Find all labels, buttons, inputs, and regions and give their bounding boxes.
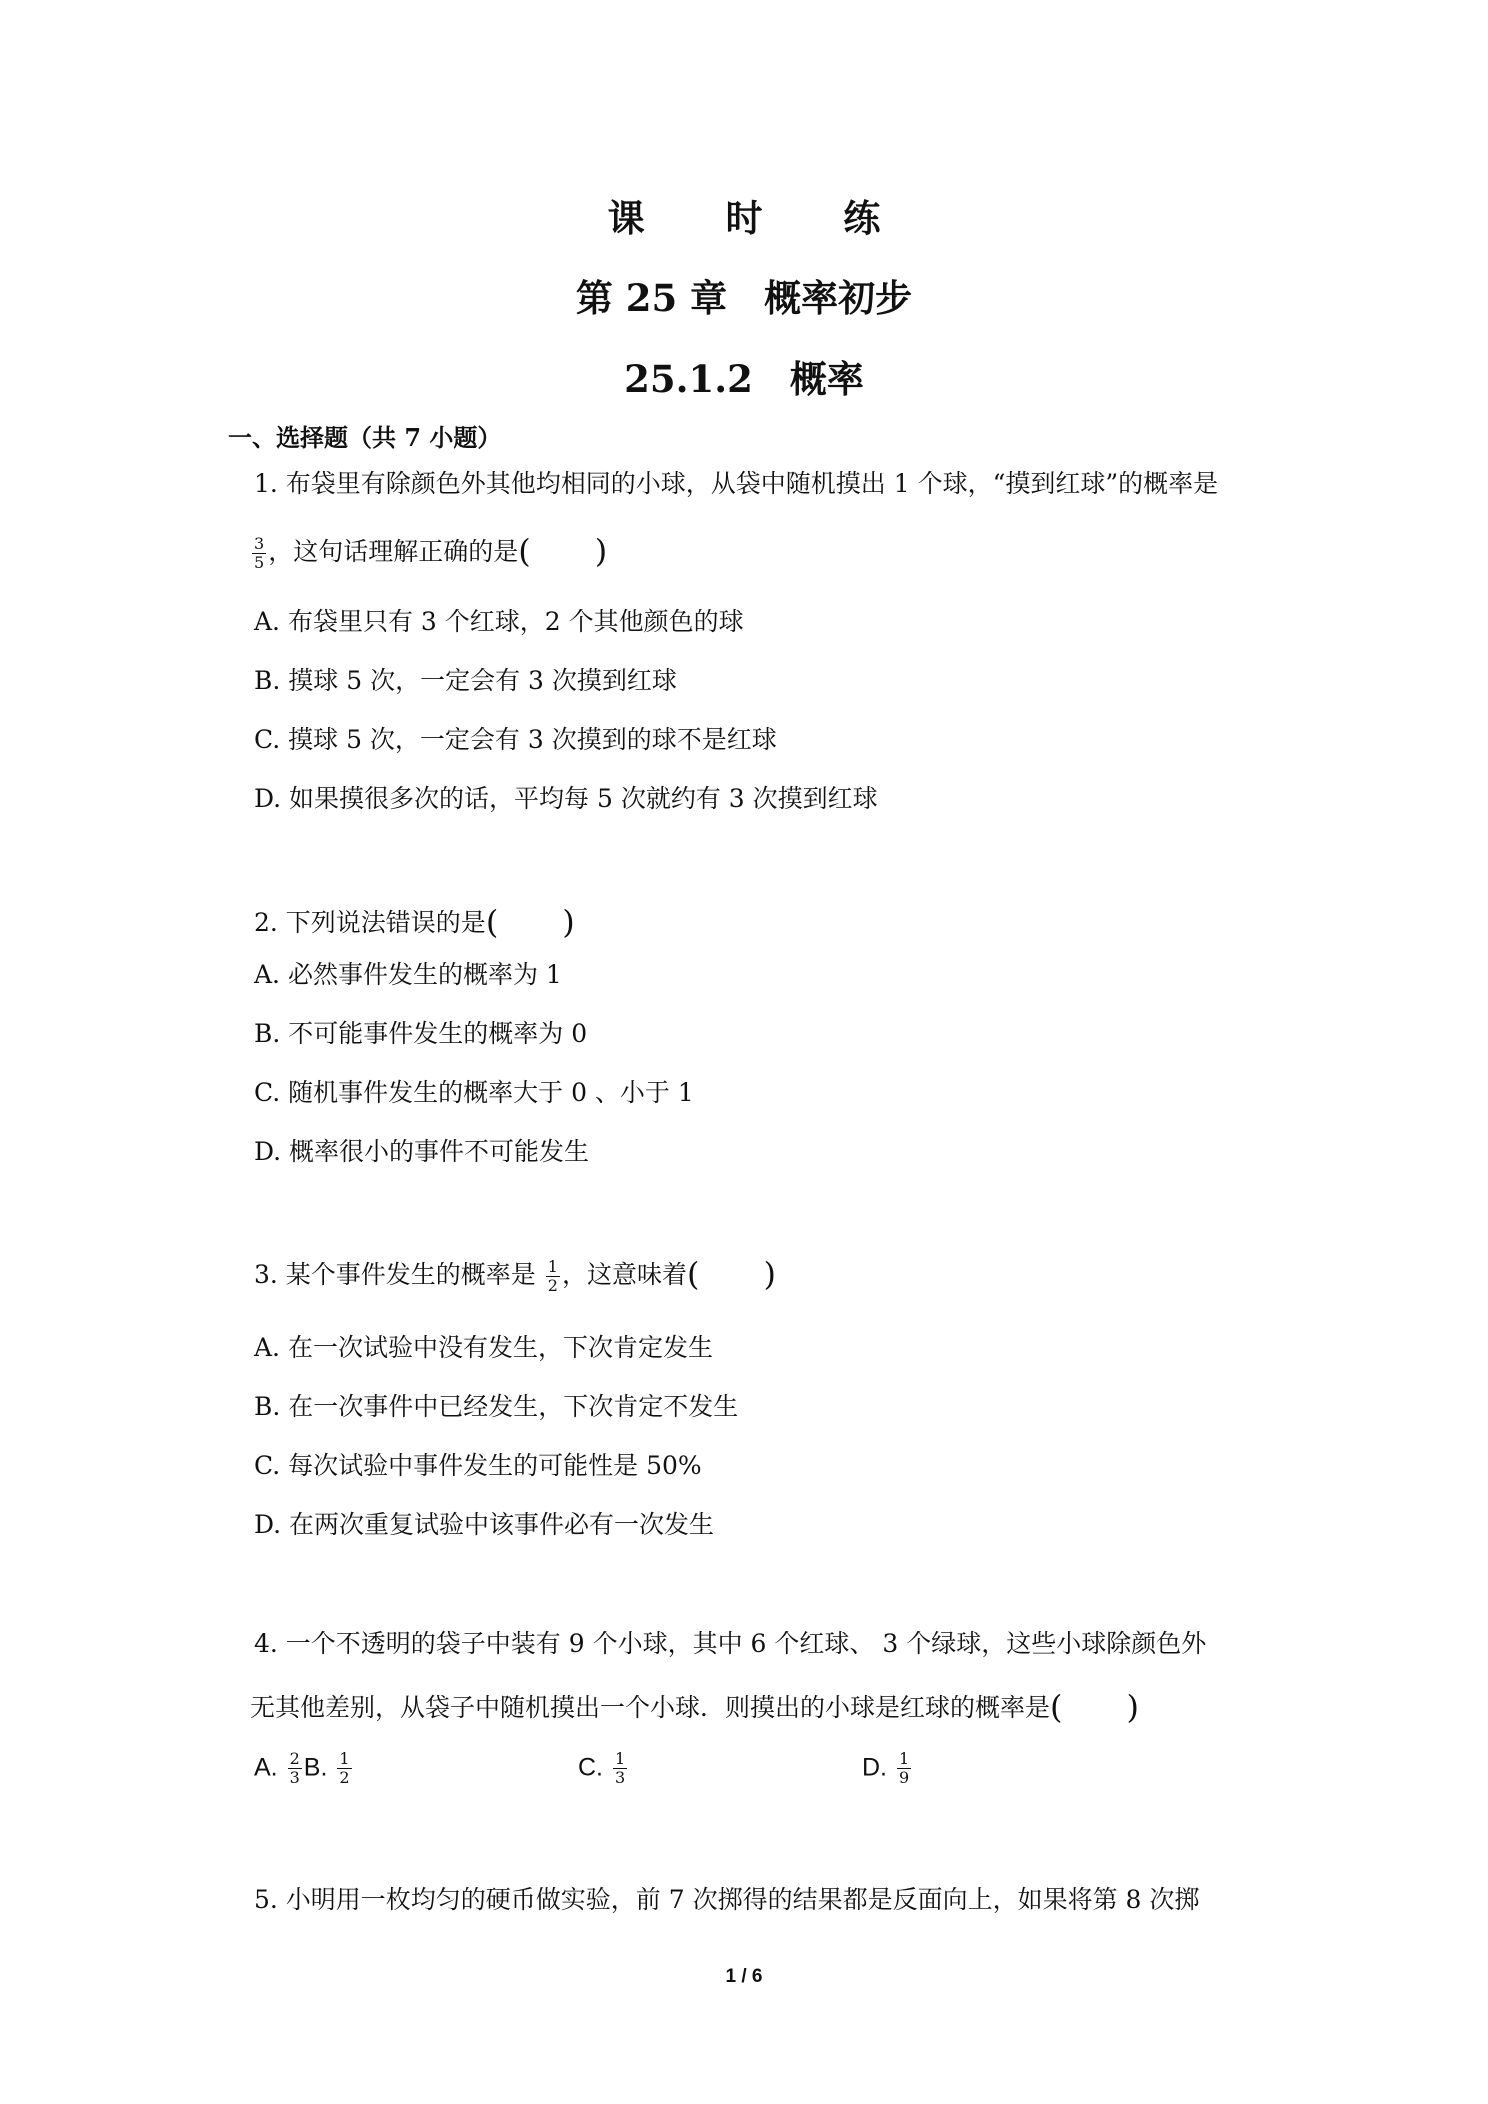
question-4-option-c: C. $\frac{1}{3}$ <box>578 1749 626 1788</box>
question-2-option-d: D. 概率很小的事件不可能发生 <box>254 1137 590 1166</box>
answer-blank: ( ) <box>686 1255 776 1293</box>
question-1-option-a: A. 布袋里只有 3 个红球，2 个其他颜色的球 <box>254 607 744 636</box>
question-1-option-d: D. 如果摸很多次的话，平均每 5 次就约有 3 次摸到红球 <box>254 784 878 813</box>
question-1-option-b: B. 摸球 5 次，一定会有 3 次摸到红球 <box>254 666 677 695</box>
question-3-option-b: B. 在一次事件中已经发生，下次肯定不发生 <box>254 1392 739 1421</box>
question-3-option-d: D. 在两次重复试验中该事件必有一次发生 <box>254 1510 715 1539</box>
question-2-stem: 2. 下列说法错误的是( ) <box>254 903 575 941</box>
question-2-option-b: B. 不可能事件发生的概率为 0 <box>254 1019 588 1048</box>
question-4-stem-line1: 4. 一个不透明的袋子中装有 9 个小球，其中 6 个红球、 3 个绿球，这些小球除颜色外 <box>254 1629 1207 1658</box>
question-4-option-d: D. $\frac{1}{9}$ <box>862 1749 910 1788</box>
fraction-1-2: $\frac{1}{2}$ <box>339 1749 350 1788</box>
question-1-stem-line1: 1. 布袋里有除颜色外其他均相同的小球，从袋中随机摸出 1 个球，“摸到红球”的概率是 <box>254 469 1219 498</box>
question-1-stem-line2: $\frac{3}{5}$ ，这句话理解正确的是( ) <box>254 532 608 572</box>
fraction-1-3: $\frac{1}{3}$ <box>614 1749 626 1788</box>
answer-blank: ( ) <box>485 903 575 941</box>
question-2-option-c: C. 随机事件发生的概率大于 0 、小于 1 <box>254 1078 694 1107</box>
page-title: 课 时 练 <box>607 196 915 240</box>
fraction-1-9: $\frac{1}{9}$ <box>898 1749 910 1788</box>
question-1-option-c: C. 摸球 5 次，一定会有 3 次摸到的球不是红球 <box>254 725 777 754</box>
question-4-stem-line2: 无其他差别，从袋子中随机摸出一个小球．则摸出的小球是红球的概率是( ) <box>250 1688 1139 1726</box>
question-4-option-ab: A. $\frac{2}{3}$ B. $\frac{1}{2}$ <box>254 1749 350 1788</box>
answer-blank: ( ) <box>518 532 608 570</box>
section-heading: 一、选择题（共 7 小题） <box>228 423 502 452</box>
question-3-option-c: C. 每次试验中事件发生的可能性是 50% <box>254 1451 702 1480</box>
lesson-title: 25.1.2 概率 <box>624 357 864 401</box>
fraction-1-2: $\frac{1}{2}$ <box>547 1256 558 1295</box>
question-3-option-a: A. 在一次试验中没有发生，下次肯定发生 <box>254 1333 713 1362</box>
fraction-3-5: $\frac{3}{5}$ <box>254 533 265 572</box>
fraction-2-3: $\frac{2}{3}$ <box>289 1749 300 1788</box>
answer-blank: ( ) <box>1050 1688 1139 1726</box>
question-2-option-a: A. 必然事件发生的概率为 1 <box>254 960 562 989</box>
question-3-stem: 3. 某个事件发生的概率是 $\frac{1}{2}$ ，这意味着( ) <box>254 1255 776 1295</box>
chapter-title: 第 25 章 概率初步 <box>575 276 913 320</box>
page-number: 1 / 6 <box>725 1966 763 1987</box>
question-5-stem-line1: 5. 小明用一枚均匀的硬币做实验，前 7 次掷得的结果都是反面向上，如果将第 8 次掷 <box>254 1885 1200 1914</box>
